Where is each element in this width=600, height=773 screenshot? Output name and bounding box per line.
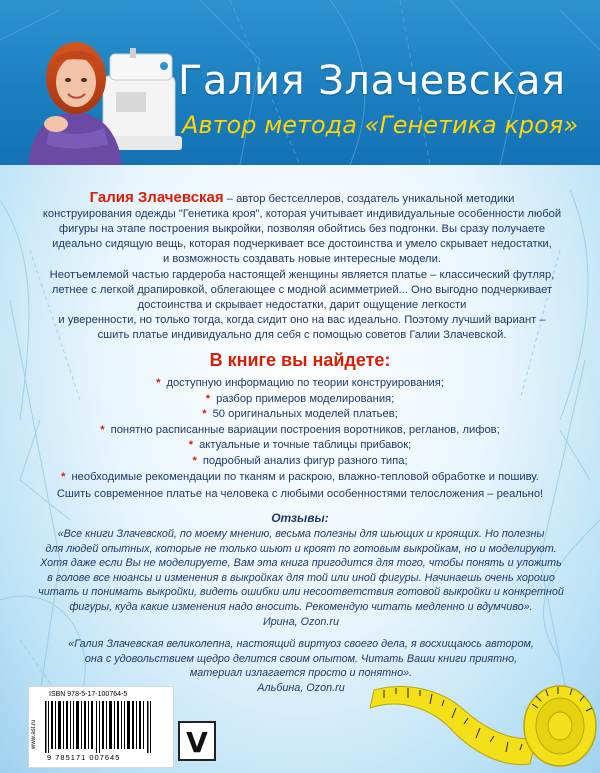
dress-line: сшить платье индивидуально для себя с помощью советов Галии Злачевской. [97, 329, 507, 341]
isbn-number: ISBN 978-5-17-100764-5 [49, 691, 128, 698]
barcode-panel [28, 686, 174, 768]
intro-author-name: Галия Злачевская [89, 189, 224, 206]
author-name-title: Галия Злачевская [178, 58, 566, 104]
review-line: она с удовольствием щедро делится своим опытом. Читать Ваши книги приятно, [84, 652, 518, 665]
dress-paragraph [28, 268, 576, 343]
list-item-text: актуальные и точные таблицы прибавок; [199, 439, 412, 452]
dress-line: летнее с легкой драпировкой, облегающее с модной асимметрией... Оно выгодно подчеркивает [51, 284, 553, 296]
asterisk-icon: * [156, 377, 161, 389]
intro-line: и возможность создавать новые интересные модели. [163, 253, 441, 265]
review-author: Ирина, Ozon.ru [262, 615, 340, 628]
asterisk-icon: * [61, 470, 66, 483]
list-item [0, 454, 600, 470]
review-line: фигуры, куда какие изменения надо вносить. Рекомендую читать медленно и вдумчиво». [69, 600, 533, 613]
list-item-text: необходимые рекомендации по тканям и раскрою, влажно-тепловой обработке и пошиву. [71, 470, 539, 483]
review-line: в голове все нюансы и изменения в выкройках для той или иной фигуры. Начинаешь очень хорошо [47, 571, 555, 584]
intro-line: – автор бестселлеров, создатель уникальной методики [223, 193, 515, 205]
list-item-text: понятно расписанные вариации построения воротников, регланов, лифов; [110, 423, 500, 436]
barcode-icon [45, 701, 157, 753]
review-author: Альбина, Ozon.ru [257, 681, 345, 694]
publisher-logo-icon [178, 721, 216, 761]
list-item [0, 392, 600, 408]
reviews-heading: Отзывы: [271, 511, 329, 525]
review-line: читать и понимать выкройки, видеть ошибки или несоответствия готовой выкройки и конкретной [38, 586, 564, 599]
list-item [0, 470, 600, 486]
review-line: «Все книги Злачевской, по моему мнению, весьма полезны для шьющих и кроящих. Но полезны [57, 528, 545, 540]
dress-line: и уверенности, но только тогда, когда сидит оно на вас идеально. Поэтому лучший вариант – [58, 314, 546, 326]
sewing-statement: Сшить современное платье на человека с любыми особенностями телосложения – реально! [56, 488, 544, 500]
find-list [0, 376, 600, 485]
list-item-text: разбор примеров моделирования; [216, 392, 395, 405]
intro-line: фигуры на этапе построения выкройки, позволяя обойтись без подгонки. Вы сразу получаете [58, 223, 546, 235]
intro-line: конструирования одежды "Генетика кроя", которая учитывает индивидуальные особенности любой [42, 208, 562, 220]
publisher-site: www.ast.ru [31, 719, 37, 749]
asterisk-icon: * [188, 439, 194, 452]
review-first [28, 527, 574, 629]
list-item-text: доступную информацию по теории конструирования; [166, 377, 444, 389]
list-item [0, 438, 600, 454]
list-item [0, 376, 600, 392]
asterisk-icon: * [202, 408, 207, 421]
list-item [0, 407, 600, 423]
asterisk-icon: * [100, 423, 105, 436]
review-line: Хотя даже если Вы не моделируете, Вам эта книга пригодится для того, чтобы понять и уложить [40, 557, 562, 570]
asterisk-icon: * [205, 392, 211, 405]
list-item-text: подробный анализ фигур разного типа; [202, 454, 408, 467]
review-line: для людей опытных, которые не только шьют и кроят по готовым выкройкам, но и моделируют. [45, 542, 557, 555]
list-item [0, 423, 600, 439]
list-item-text: 50 оригинальных моделей платьев; [212, 408, 398, 421]
author-method-subtitle: Автор метода «Генетика кроя» [182, 111, 579, 139]
dress-line: Неотъемлемой частью гардероба настоящей женщины является платье – классический футляр, [49, 269, 555, 281]
asterisk-icon: * [192, 454, 197, 467]
review-line: материал излагается просто и понятно». [189, 667, 413, 680]
intro-paragraph [42, 190, 562, 267]
publisher-logo-letter: V [186, 726, 208, 759]
measuring-tape-image [360, 668, 600, 773]
ean-number: 9 785171 007645 [47, 753, 121, 762]
dress-line: достоинства и скрывает недостатки, дарит ощущение легкости [137, 299, 467, 311]
find-heading: В книге вы найдете: [209, 350, 391, 370]
intro-line: идеально сидящую вещь, которая подчеркивает все достоинства и умело скрывает недостатки, [52, 238, 552, 250]
review-line: «Галия Злачевская великолепна, настоящий виртуоз своего дела, я восхищаюсь автором, [68, 638, 534, 650]
